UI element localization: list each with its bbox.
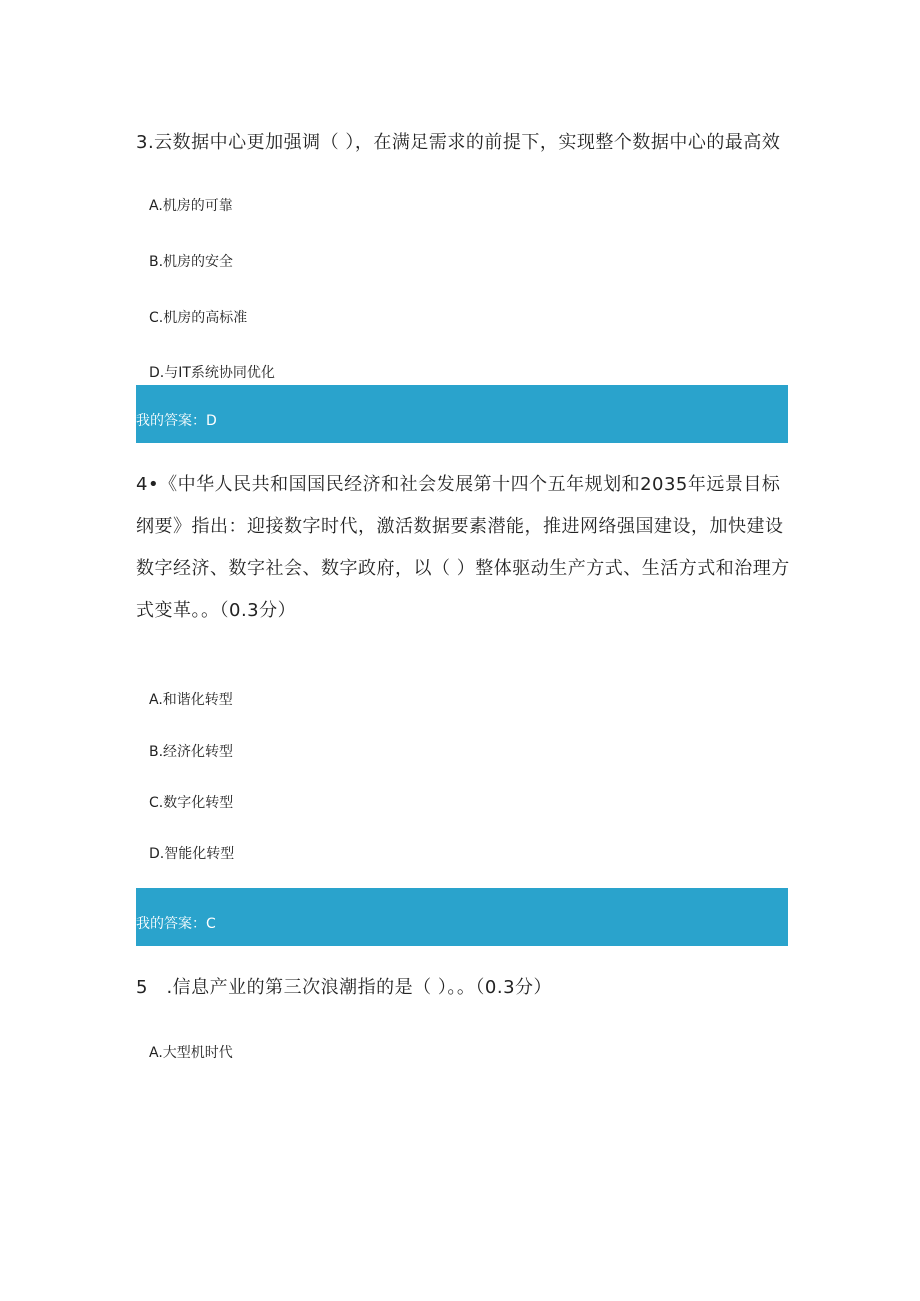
question-4-option-c[interactable]: C.数字化转型	[149, 795, 234, 811]
question-4-title: 4•《中华人民共和国国民经济和社会发展第十四个五年规划和2035年远景目标纲要》指出：迎接数字时代，激活数据要素潜能，推进网络强国建设，加快建设数字经济、数字社会、数字政府，以（ ）整体驱动生产方式、生活方式和治理方式变革。。（0.3分）	[136, 474, 790, 621]
question-4-option-d[interactable]: D.智能化转型	[149, 846, 235, 862]
question-4-option-b[interactable]: B.经济化转型	[149, 744, 234, 760]
question-3-answer-bar	[136, 385, 788, 443]
question-4-answer: 我的答案：C	[136, 916, 216, 932]
question-3-option-d[interactable]: D.与IT系统协同优化	[149, 365, 275, 381]
question-5-option-a[interactable]: A.大型机时代	[149, 1045, 233, 1061]
question-3-option-c[interactable]: C.机房的高标准	[149, 310, 248, 326]
question-3-answer: 我的答案：D	[136, 413, 217, 429]
question-4-option-a[interactable]: A.和谐化转型	[149, 692, 233, 708]
question-3-option-a[interactable]: A.机房的可靠	[149, 198, 233, 214]
question-3-option-b[interactable]: B.机房的安全	[149, 254, 234, 270]
question-3-title: 3.云数据中心更加强调（ ），在满足需求的前提下，实现整个数据中心的最高效	[136, 132, 781, 153]
question-4-answer-bar	[136, 888, 788, 946]
question-5-title: 5 .信息产业的第三次浪潮指的是（ ）。。（0.3分）	[136, 977, 553, 998]
